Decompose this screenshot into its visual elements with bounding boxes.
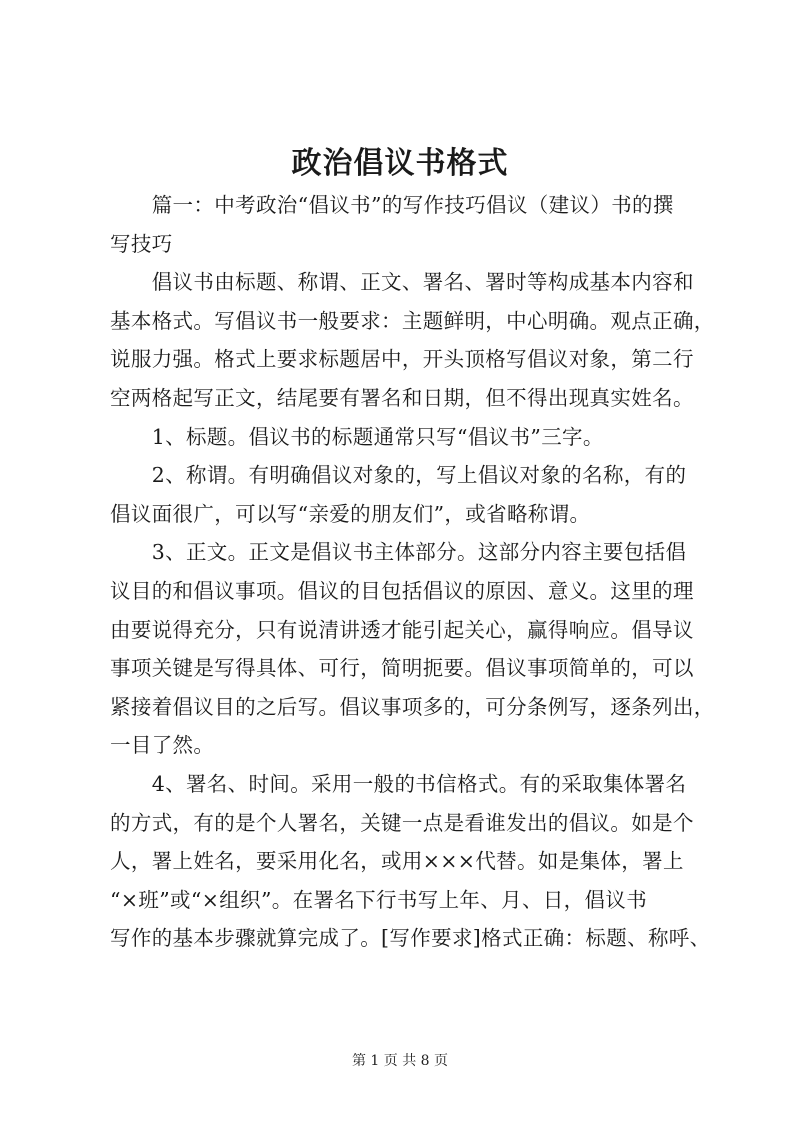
text-line: 的方式，有的是个人署名，关键一点是看谁发出的倡议。如是个 <box>110 810 694 835</box>
text-line: 人，署上姓名，要采用化名，或用×××代替。如是集体，署上 <box>110 849 684 874</box>
text-line: 一目了然。 <box>110 733 215 758</box>
text-line: 4、署名、时间。采用一般的书信格式。有的采取集体署名 <box>110 771 687 796</box>
text-line: 倡议书由标题、称谓、正文、署名、署时等构成基本内容和 <box>110 270 694 295</box>
text-line: 空两格起写正文，结尾要有署名和日期，但不得出现真实姓名。 <box>110 385 694 410</box>
text-line: 3、正文。正文是倡议书主体部分。这部分内容主要包括倡 <box>110 540 687 565</box>
text-line: 篇一：中考政治“倡议书”的写作技巧倡议（建议）书的撰 <box>110 193 674 217</box>
text-line: 事项关键是写得具体、可行，简明扼要。倡议事项简单的，可以 <box>110 656 694 681</box>
text-line: 由要说得充分，只有说清讲透才能引起关心，赢得响应。倡导议 <box>110 617 694 642</box>
text-line: 2、称谓。有明确倡议对象的，写上倡议对象的名称，有的 <box>110 463 687 488</box>
document-body <box>110 186 715 958</box>
text-line: “×班”或“×组织”。在署名下行书写上年、月、日，倡议书 <box>110 887 648 912</box>
text-line: 紧接着倡议目的之后写。倡议事项多的，可分条例写，逐条列出， <box>110 694 715 719</box>
text-line: 倡议面很广，可以写“亲爱的朋友们”，或省略称谓。 <box>110 501 591 526</box>
text-line: 写作的基本步骤就算完成了。[写作要求]格式正确：标题、称呼、 <box>110 926 711 951</box>
text-line: 说服力强。格式上要求标题居中，开头顶格写倡议对象，第二行 <box>110 347 694 372</box>
text-line: 议目的和倡议事项。倡议的目包括倡议的原因、意义。这里的理 <box>110 578 694 603</box>
text-line: 写技巧 <box>110 231 173 256</box>
text-line: 基本格式。写倡议书一般要求：主题鲜明，中心明确。观点正确， <box>110 308 715 333</box>
text-line: 1、标题。倡议书的标题通常只写“倡议书”三字。 <box>110 424 604 449</box>
page-number: 第 1 页 共 8 页 <box>351 1053 449 1069</box>
document-title: 政治倡议书格式 <box>291 146 509 181</box>
